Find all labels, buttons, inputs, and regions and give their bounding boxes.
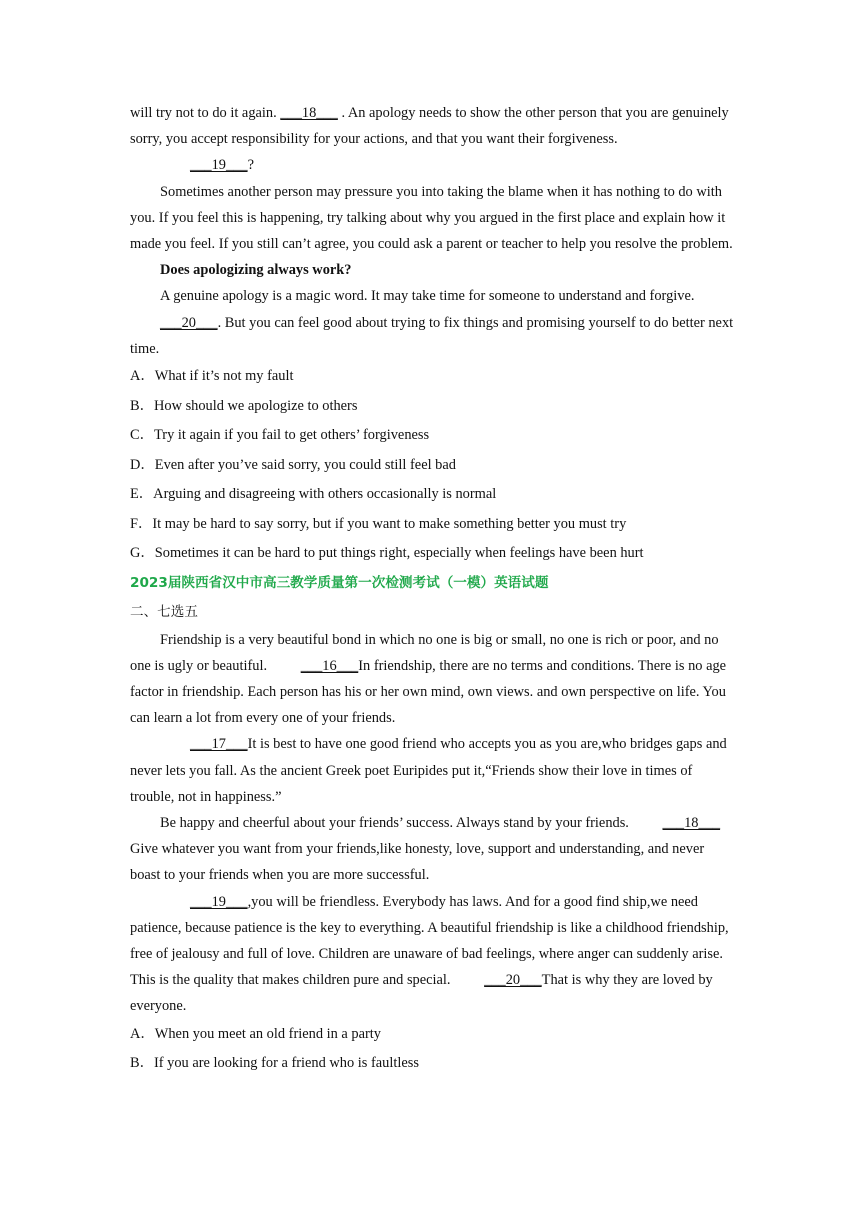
document-page [130, 100, 736, 1079]
option-g: G．Sometimes it can be hard to put things right, especially when feelings have been hurt [130, 545, 644, 562]
text-run: ,you will be friendless. Everybody has laws. And for a good find ship,we need patience, because patience is the key to everything. A beautiful friendship is like a childhood friendship, free of jealousy and full of love. Children are unaware of bad feelings, where anger can suddenly arise. This is the quality that makes children pure and special. [130, 893, 729, 989]
section-heading: Does apologizing always work? [160, 262, 352, 279]
option-d: D．Even after you’ve said sorry, you could still feel bad [130, 456, 456, 473]
paragraph [130, 100, 736, 152]
exam-title: 2023届陕西省汉中市高三教学质量第一次检测考试（一模）英语试题 [130, 574, 549, 591]
option-e: E．Arguing and disagreeing with others occasionally is normal [130, 486, 497, 503]
text-run: . But you can feel good about trying to fix things and promising yourself to do better next time. [130, 314, 734, 357]
paragraph [130, 731, 736, 810]
blank-16: ___16___ [300, 657, 359, 674]
paragraph [130, 627, 736, 732]
text-run: A genuine apology is a magic word. It may take time for someone to understand and forgive. [160, 288, 695, 305]
paragraph: Sometimes another person may pressure you into taking the blame when it has nothing to do with you. If you feel this is happening, try talking about why you argued in the first place and explain how it made you feel. If you still can’t agree, you could ask a parent or teacher to help you resolve the problem. [130, 183, 733, 253]
option-a: A．When you meet an old friend in a party [130, 1025, 381, 1042]
option-b: B．How should we apologize to others [130, 397, 358, 414]
option-c: C．Try it again if you fail to get others’ forgiveness [130, 427, 430, 444]
blank-19: ___19___ [190, 157, 248, 174]
option-a: A．What if it’s not my fault [130, 368, 294, 385]
paragraph [130, 283, 736, 362]
text-run: ? [247, 157, 254, 174]
text-run: It is best to have one good friend who accepts you as you are,who bridges gaps and never lets you fall. As the ancient Greek poet Euripides put it,“Friends show their love in times of trouble, not in happiness.” [130, 736, 727, 805]
option-f: F．It may be hard to say sorry, but if you want to make something better you must try [130, 515, 627, 532]
blank-19: ___19___ [190, 893, 248, 910]
text-run: will try not to do it again. [130, 105, 281, 121]
option-b: B．If you are looking for a friend who is faultless [130, 1055, 419, 1072]
paragraph [130, 810, 736, 889]
blank-17: ___17___ [190, 736, 248, 753]
text-run: . An apology needs to show the other person that you are genuinely sorry, you accept responsibility for your actions, and that you want their forgiveness. [130, 105, 729, 148]
text-run: Friendship is a very beautiful bond in which no one is big or small, no one is rich or poor, and no one is ugly or beautiful. [130, 631, 719, 674]
part-heading: 二、七选五 [130, 603, 198, 620]
text-run: Give whatever you want from your friends,like honesty, love, support and understanding, and never boast to your friends when you are more successful. [130, 841, 705, 884]
text-run: That is why they are loved by everyone. [130, 972, 713, 1015]
blank-20: ___20___ [160, 314, 218, 331]
blank-18: ___18___ [662, 814, 721, 831]
text-run: Be happy and cheerful about your friends’ success. Always stand by your friends. [160, 814, 633, 831]
text-run: In friendship, there are no terms and conditions. There is no age factor in friendship. Each person has his or her own mind, own views. and own perspective on life. You can learn a lot from every one of your friends. [130, 657, 727, 727]
paragraph [130, 152, 736, 178]
blank-20: ___20___ [484, 972, 542, 989]
paragraph [130, 889, 736, 1020]
blank-18: ___18___ [280, 105, 338, 121]
